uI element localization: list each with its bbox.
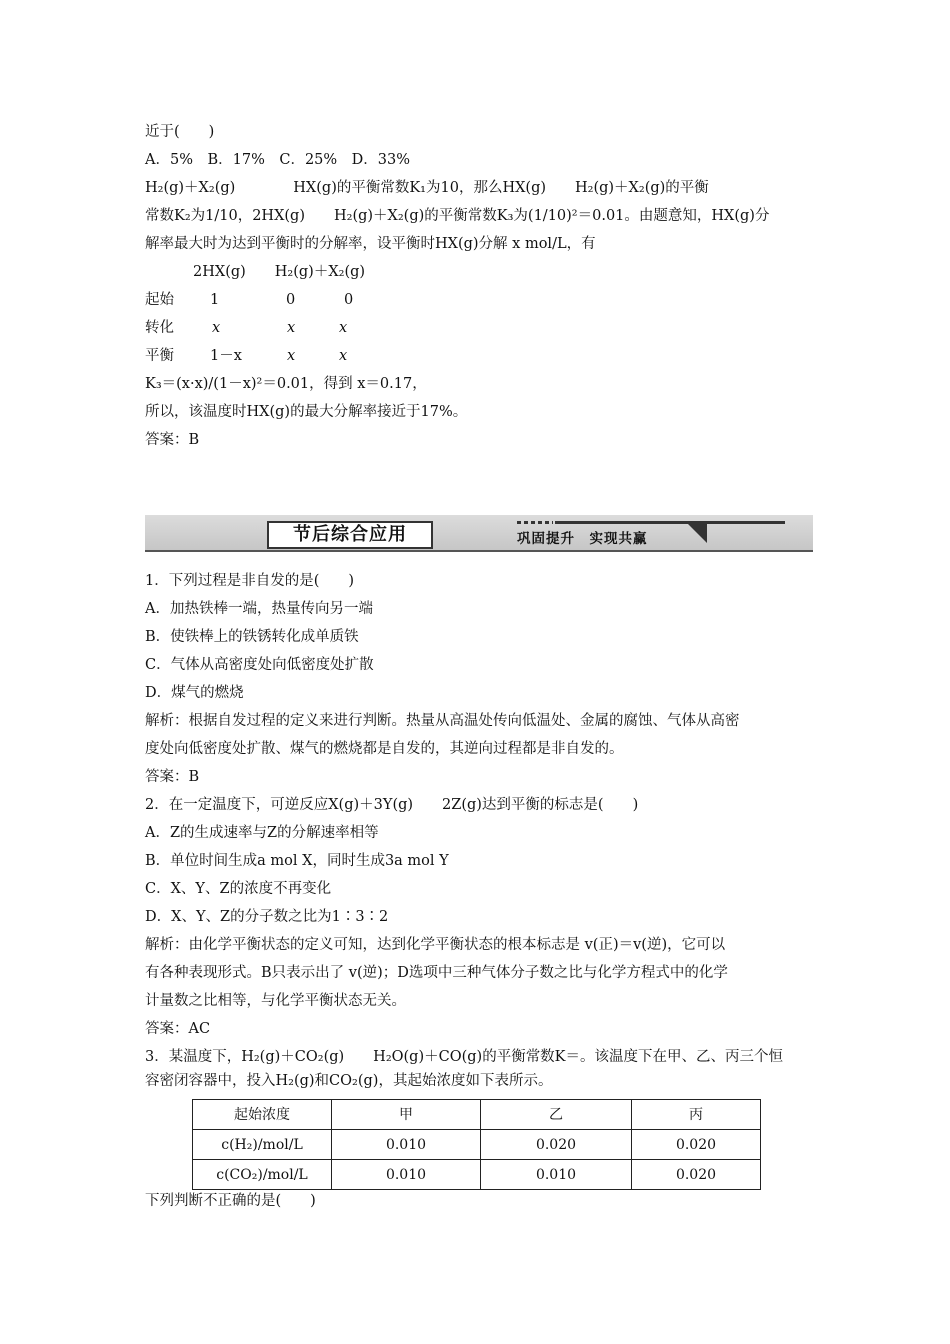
equation-header: 2HX(g) H₂(g)＋X₂(g): [193, 264, 366, 280]
q1-option-d: D．煤气的燃烧: [145, 685, 244, 701]
row-value: x: [339, 348, 348, 364]
banner-wedge-decoration: [685, 521, 707, 543]
q1-stem: 1．下列过程是非自发的是( ): [145, 573, 355, 589]
banner-title: 节后综合应用: [267, 521, 433, 549]
concentration-table: [192, 1099, 761, 1190]
k3-line: K₃＝(x·x)/(1－x)²＝0.01，得到 x＝0.17，: [145, 376, 427, 392]
table-cell: c(CO₂)/mol/L: [193, 1160, 332, 1190]
row-value: 0: [286, 292, 296, 308]
table-header-cell: 起始浓度: [193, 1100, 332, 1130]
analysis-line-3: 解率最大时为达到平衡时的分解率，设平衡时HX(g)分解 x mol/L，有: [145, 236, 596, 252]
q2-analysis-2: 有各种表现形式。B只表示出了 v(逆)；D选项中三种气体分子数之比与化学方程式中的化学: [145, 965, 728, 981]
q1-option-c: C．气体从高密度处向低密度处扩散: [145, 657, 374, 673]
table-row: [193, 1130, 761, 1160]
table-cell: 0.020: [632, 1160, 761, 1190]
q2-option-a: A．Z的生成速率与Z的分解速率相等: [145, 825, 379, 841]
q1-option-a: A．加热铁棒一端，热量传向另一端: [145, 601, 373, 617]
row-value: x: [212, 320, 221, 336]
table-header-cell: 乙: [481, 1100, 632, 1130]
analysis-line-2: 常数K₂为1/10，2HX(g) H₂(g)＋X₂(g)的平衡常数K₃为(1/10)²＝0.01。由题意知，HX(g)分: [145, 208, 770, 224]
q1-analysis-2: 度处向低密度处扩散、煤气的燃烧都是自发的，其逆向过程都是非自发的。: [145, 741, 624, 757]
row-label: 起始: [145, 292, 174, 308]
row-value: x: [339, 320, 348, 336]
row-label: 转化: [145, 320, 174, 336]
row-value: x: [287, 348, 296, 364]
q1-option-b: B．使铁棒上的铁锈转化成单质铁: [145, 629, 359, 645]
row-value: 1－x: [210, 348, 242, 364]
table-header-cell: 丙: [632, 1100, 761, 1130]
banner-rule: [145, 550, 813, 552]
q3-stem-2: 容密闭容器中，投入H₂(g)和CO₂(g)，其起始浓度如下表所示。: [145, 1073, 553, 1089]
table-cell: c(H₂)/mol/L: [193, 1130, 332, 1160]
row-value: 1: [210, 292, 220, 308]
conclusion-line: 所以，该温度时HX(g)的最大分解率接近于17%。: [145, 404, 468, 420]
q2-option-b: B．单位时间生成a mol X，同时生成3a mol Y: [145, 853, 449, 869]
banner-stripe-decoration: [555, 521, 785, 524]
section-banner: [145, 515, 813, 553]
row-value: x: [287, 320, 296, 336]
table-cell: 0.010: [481, 1160, 632, 1190]
q2-analysis-3: 计量数之比相等，与化学平衡状态无关。: [145, 993, 406, 1009]
q2-option-c: C．X、Y、Z的浓度不再变化: [145, 881, 332, 897]
table-row: [193, 1160, 761, 1190]
answer-line: 答案：B: [145, 432, 200, 448]
row-label: 平衡: [145, 348, 174, 364]
question-tail: 近于( ): [145, 124, 215, 140]
table-cell: 0.010: [332, 1130, 481, 1160]
analysis-line-1: H₂(g)＋X₂(g) HX(g)的平衡常数K₁为10，那么HX(g) H₂(g)＋X₂(g)的平衡: [145, 180, 709, 196]
q2-option-d: D．X、Y、Z的分子数之比为1∶3∶2: [145, 909, 389, 925]
options-line: A．5% B．17% C．25% D．33%: [145, 152, 411, 168]
q2-analysis-1: 解析：由化学平衡状态的定义可知，达到化学平衡状态的根本标志是 v(正)＝v(逆)，它可以: [145, 937, 726, 953]
q1-analysis-1: 解析：根据自发过程的定义来进行判断。热量从高温处传向低温处、金属的腐蚀、气体从高密: [145, 713, 740, 729]
table-cell: 0.010: [332, 1160, 481, 1190]
table-cell: 0.020: [632, 1130, 761, 1160]
q3-tail: 下列判断不正确的是( ): [145, 1193, 316, 1209]
table-header-row: [193, 1100, 761, 1130]
banner-slogan: 巩固提升 实现共赢: [517, 531, 648, 547]
q3-stem-1: 3．某温度下，H₂(g)＋CO₂(g) H₂O(g)＋CO(g)的平衡常数K＝。该温度下在甲、乙、丙三个恒: [145, 1049, 784, 1065]
q1-answer: 答案：B: [145, 769, 200, 785]
table-header-cell: 甲: [332, 1100, 481, 1130]
q2-answer: 答案：AC: [145, 1021, 211, 1037]
banner-dash-decoration: [517, 521, 553, 524]
table-cell: 0.020: [481, 1130, 632, 1160]
q2-stem: 2．在一定温度下，可逆反应X(g)＋3Y(g) 2Z(g)达到平衡的标志是( ): [145, 797, 639, 813]
row-value: 0: [344, 292, 354, 308]
